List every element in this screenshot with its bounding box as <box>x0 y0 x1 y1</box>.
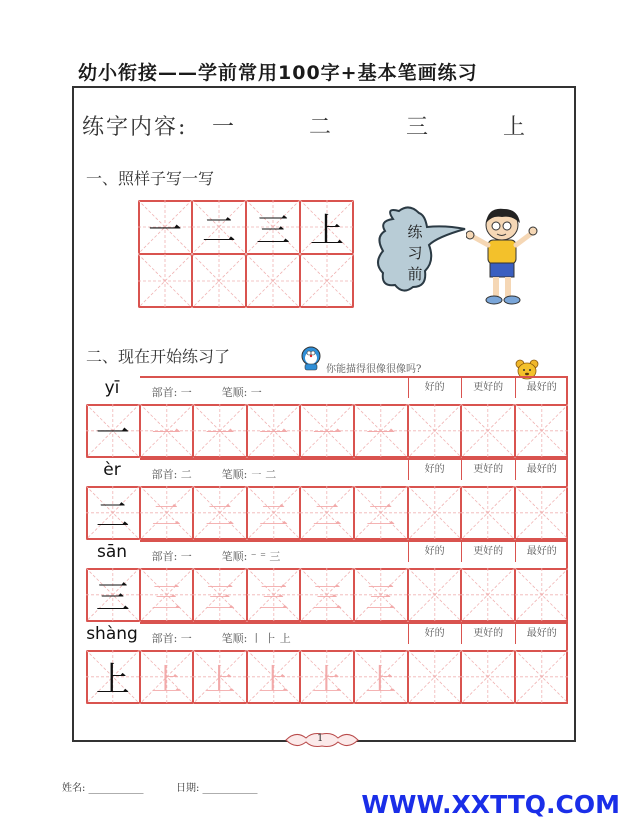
trace-cell[interactable] <box>193 486 247 540</box>
trace-char: 二 <box>365 498 396 534</box>
model-char-cell[interactable] <box>86 650 140 704</box>
trace-cell[interactable] <box>140 650 194 704</box>
stroke-order-label: 笔顺: ⁻ ⁼ 三 <box>221 550 281 563</box>
trace-char: 上 <box>365 662 396 698</box>
stroke-order-label: 笔顺: ㇑ ⺊ 上 <box>221 632 291 645</box>
sample-grid-cell[interactable] <box>192 200 246 254</box>
trace-char: 上 <box>312 662 343 698</box>
grid-guide-lines <box>515 404 569 458</box>
model-char-cell[interactable] <box>86 568 140 622</box>
stroke-order-label: 笔顺: ㇐ 二 <box>221 468 277 481</box>
trace-char: 三 <box>204 580 235 616</box>
trace-cell[interactable] <box>193 404 247 458</box>
model-char: 二 <box>95 496 130 537</box>
radical-label: 部首: 一 <box>151 386 192 399</box>
trace-cell[interactable] <box>193 650 247 704</box>
trace-char: 二 <box>151 498 182 534</box>
rating-label: 好的 <box>408 542 461 562</box>
rating-label: 好的 <box>408 460 461 480</box>
trace-char: 上 <box>151 662 182 698</box>
trace-char: 三 <box>258 580 289 616</box>
trace-cell[interactable] <box>247 486 301 540</box>
page-number: 1 <box>317 733 324 744</box>
model-char-cell[interactable] <box>86 404 140 458</box>
radical-label: 部首: 二 <box>151 468 192 481</box>
free-practice-cell[interactable] <box>461 404 515 458</box>
grid-guide-lines <box>246 254 300 308</box>
sample-grid-cell[interactable] <box>300 254 354 308</box>
grid-guide-lines <box>408 568 462 622</box>
trace-char: 一 <box>204 416 235 452</box>
trace-cell[interactable] <box>247 404 301 458</box>
trace-cell[interactable] <box>140 486 194 540</box>
trace-cell[interactable] <box>354 650 408 704</box>
trace-cell[interactable] <box>300 568 354 622</box>
trace-char: 一 <box>151 416 182 452</box>
sample-grid-cell[interactable] <box>192 254 246 308</box>
grid-guide-lines <box>138 254 192 308</box>
grid-guide-lines <box>515 568 569 622</box>
speech-bubble <box>375 205 475 295</box>
grid-guide-lines <box>408 404 462 458</box>
grid-guide-lines <box>461 650 515 704</box>
grid-guide-lines <box>192 254 246 308</box>
trace-char: 二 <box>258 498 289 534</box>
rating-label: 更好的 <box>461 460 514 480</box>
free-practice-cell[interactable] <box>408 486 462 540</box>
site-watermark: WWW.XXTTQ.COM <box>361 790 620 819</box>
grid-guide-lines <box>408 650 462 704</box>
trace-char: 三 <box>365 580 396 616</box>
sample-char: 上 <box>310 210 344 251</box>
trace-char: 三 <box>151 580 182 616</box>
rating-label: 最好的 <box>515 460 568 480</box>
section1-title: 一、照样子写一写 <box>86 169 215 188</box>
trace-cell[interactable] <box>247 568 301 622</box>
trace-cell[interactable] <box>354 486 408 540</box>
trace-cell[interactable] <box>300 404 354 458</box>
sample-grid-cell[interactable] <box>138 254 192 308</box>
page-title: 幼小衔接——学前常用100字+基本笔画练习 <box>78 62 478 84</box>
sample-grid-cell[interactable] <box>246 200 300 254</box>
free-practice-cell[interactable] <box>408 650 462 704</box>
radical-label: 部首: 一 <box>151 550 192 563</box>
free-practice-cell[interactable] <box>461 568 515 622</box>
date-field[interactable]: 日期: ___________ <box>176 783 258 794</box>
pinyin-label: èr <box>103 460 121 480</box>
trace-cell[interactable] <box>300 486 354 540</box>
grid-guide-lines <box>408 486 462 540</box>
free-practice-cell[interactable] <box>515 650 569 704</box>
grid-guide-lines <box>300 254 354 308</box>
name-field[interactable]: 姓名: ___________ <box>62 783 144 794</box>
free-practice-cell[interactable] <box>515 486 569 540</box>
trace-cell[interactable] <box>140 404 194 458</box>
pinyin-label: shàng <box>86 624 138 644</box>
trace-char: 上 <box>204 662 235 698</box>
content-chars: 一 二 三 上 <box>212 115 559 140</box>
free-practice-cell[interactable] <box>515 568 569 622</box>
rating-label: 最好的 <box>515 542 568 562</box>
free-practice-cell[interactable] <box>408 404 462 458</box>
trace-cell[interactable] <box>247 650 301 704</box>
trace-char: 二 <box>204 498 235 534</box>
trace-char: 一 <box>312 416 343 452</box>
rating-label: 好的 <box>408 624 461 644</box>
free-practice-cell[interactable] <box>461 650 515 704</box>
content-label: 练字内容: <box>82 115 188 140</box>
trace-cell[interactable] <box>354 568 408 622</box>
trace-cell[interactable] <box>354 404 408 458</box>
trace-char: 二 <box>312 498 343 534</box>
free-practice-cell[interactable] <box>461 486 515 540</box>
grid-guide-lines <box>515 650 569 704</box>
cartoon-boy-icon <box>466 205 546 310</box>
bubble-text: 练习前 <box>407 223 423 283</box>
free-practice-cell[interactable] <box>515 404 569 458</box>
radical-label: 部首: 一 <box>151 632 192 645</box>
section2-note: 你能描得很像很像吗? <box>326 364 422 375</box>
sample-grid-cell[interactable] <box>300 200 354 254</box>
rating-label: 更好的 <box>461 378 514 398</box>
model-char-cell[interactable] <box>86 486 140 540</box>
doraemon-icon <box>300 345 322 371</box>
trace-cell[interactable] <box>193 568 247 622</box>
trace-char: 一 <box>365 416 396 452</box>
section2-title: 二、现在开始练习了 <box>86 347 231 366</box>
grid-guide-lines <box>461 486 515 540</box>
trace-char: 一 <box>258 416 289 452</box>
grid-guide-lines <box>461 404 515 458</box>
trace-char: 三 <box>312 580 343 616</box>
sample-char: 三 <box>256 210 290 251</box>
rating-label: 更好的 <box>461 542 514 562</box>
sample-char: 一 <box>148 210 182 251</box>
grid-guide-lines <box>461 568 515 622</box>
model-char: 三 <box>95 578 130 619</box>
rating-label: 更好的 <box>461 624 514 644</box>
free-practice-cell[interactable] <box>408 568 462 622</box>
pinyin-label: yī <box>104 378 120 398</box>
trace-char: 上 <box>258 662 289 698</box>
model-char: 上 <box>95 660 130 701</box>
pinyin-label: sān <box>96 542 128 562</box>
model-char: 一 <box>95 414 130 455</box>
sample-char: 二 <box>202 210 236 251</box>
sample-grid-cell[interactable] <box>138 200 192 254</box>
trace-cell[interactable] <box>140 568 194 622</box>
rating-label: 最好的 <box>515 378 568 398</box>
grid-guide-lines <box>515 486 569 540</box>
stroke-order-label: 笔顺: 一 <box>221 386 262 399</box>
sample-grid-cell[interactable] <box>246 254 300 308</box>
trace-cell[interactable] <box>300 650 354 704</box>
rating-label: 最好的 <box>515 624 568 644</box>
rating-label: 好的 <box>408 378 461 398</box>
